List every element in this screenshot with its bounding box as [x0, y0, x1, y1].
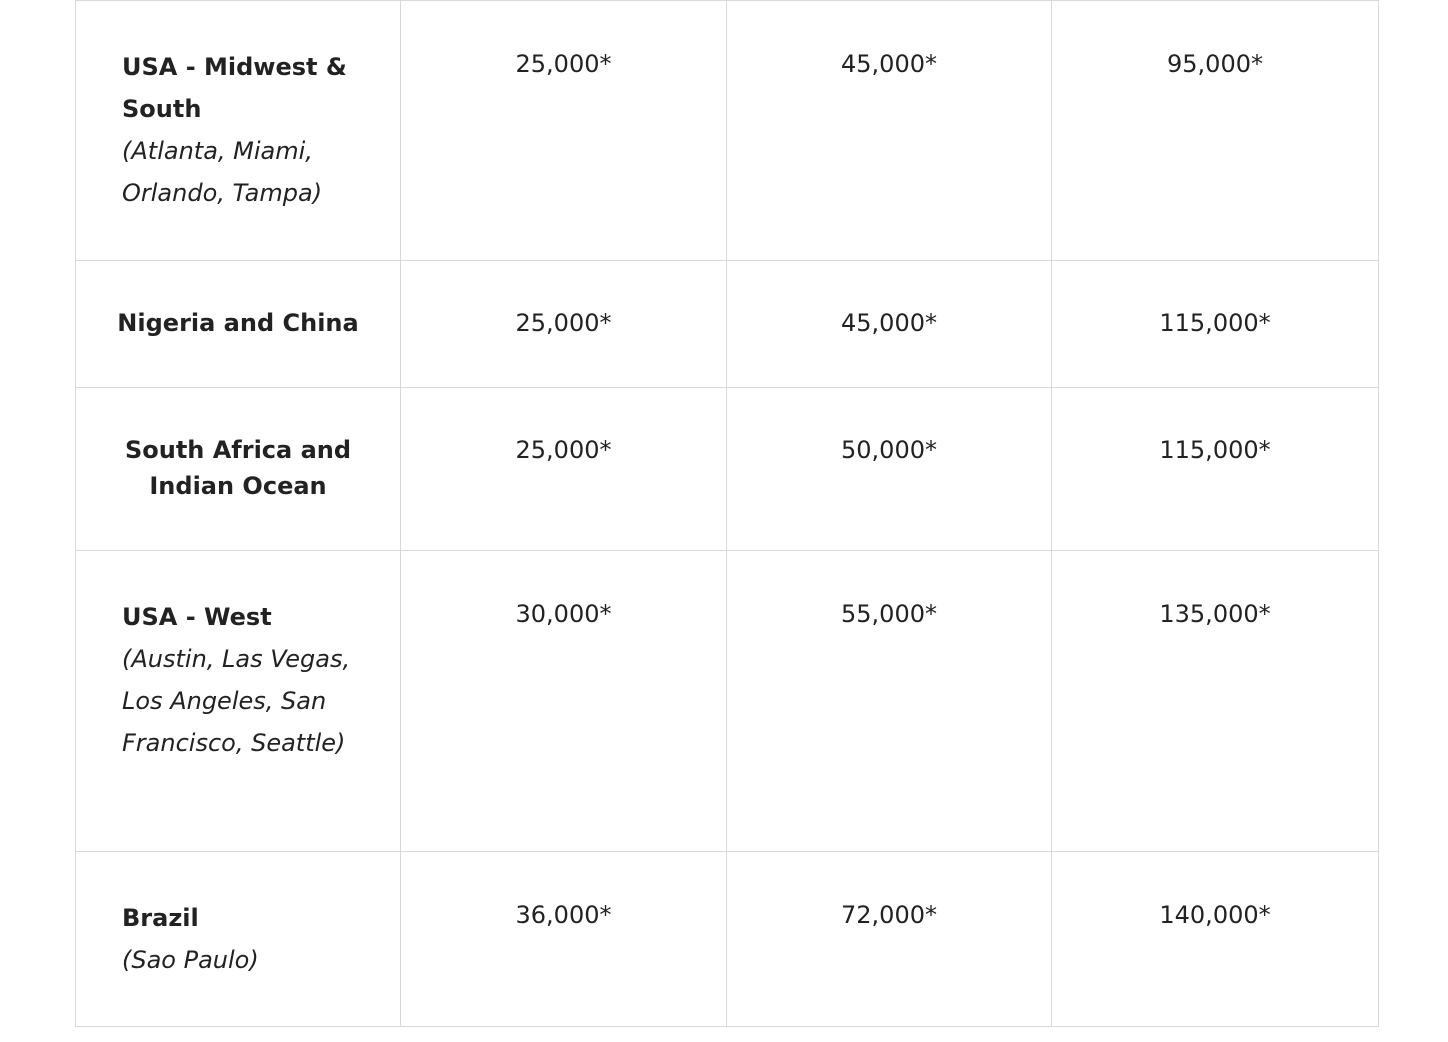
value-cell: 45,000* — [727, 261, 1052, 388]
region-cities: (Austin, Las Vegas, Los Angeles, San Francisco, Seattle) — [122, 645, 351, 757]
table-row — [76, 852, 1379, 1027]
table-row — [76, 261, 1379, 388]
value-cell: 115,000* — [1052, 388, 1379, 551]
region-cell — [76, 852, 401, 1027]
value-cell: 115,000* — [1052, 261, 1379, 388]
value-cell: 55,000* — [727, 551, 1052, 852]
region-name: USA - Midwest & South — [122, 53, 347, 123]
table-row — [76, 551, 1379, 852]
region-name: USA - West — [122, 603, 272, 631]
value-cell: 30,000* — [401, 551, 727, 852]
value-cell: 45,000* — [727, 1, 1052, 261]
region-cities: (Sao Paulo) — [122, 946, 259, 974]
value-cell: 25,000* — [401, 1, 727, 261]
value-cell: 72,000* — [727, 852, 1052, 1027]
region-cell — [76, 1, 401, 261]
value-cell: 135,000* — [1052, 551, 1379, 852]
region-cities: (Atlanta, Miami, Orlando, Tampa) — [122, 137, 323, 207]
value-cell: 25,000* — [401, 261, 727, 388]
value-cell: 140,000* — [1052, 852, 1379, 1027]
value-cell: 25,000* — [401, 388, 727, 551]
value-cell: 50,000* — [727, 388, 1052, 551]
value-cell: 36,000* — [401, 852, 727, 1027]
region-name: Nigeria and China — [117, 309, 359, 337]
region-name: Brazil — [122, 904, 199, 932]
region-cell — [76, 388, 401, 551]
region-name: South Africa and Indian Ocean — [124, 436, 352, 500]
region-cell — [76, 261, 401, 388]
table-row — [76, 1, 1379, 261]
table-row — [76, 388, 1379, 551]
value-cell: 95,000* — [1052, 1, 1379, 261]
rates-table — [75, 0, 1379, 1027]
region-cell — [76, 551, 401, 852]
